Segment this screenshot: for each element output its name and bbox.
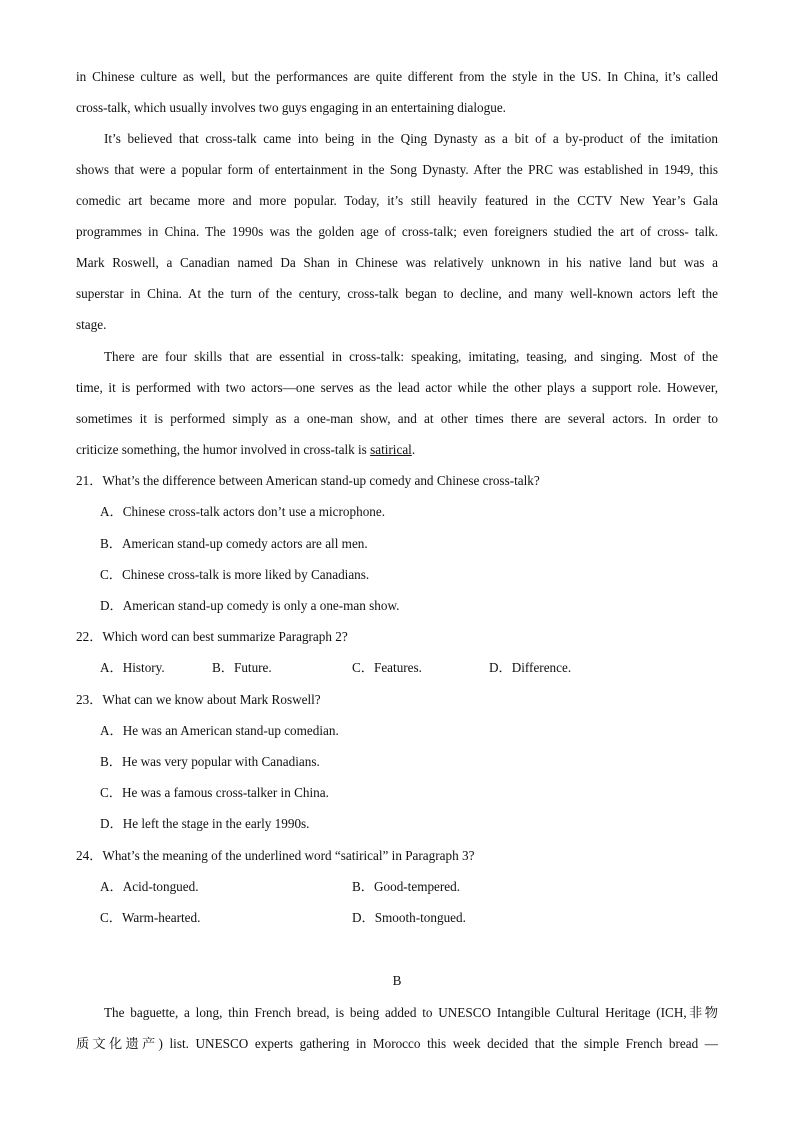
section-b-heading: B — [392, 973, 402, 988]
question-22-option-a[interactable]: A．History. — [100, 660, 165, 675]
question-22-option-c[interactable]: C．Features. — [352, 660, 422, 675]
paragraph-line: sometimes it is performed simply as a one-man show, and at other times there are several actors. In order to — [76, 411, 718, 426]
paragraph-line — [76, 434, 718, 465]
line-prefix: criticize something, the humor involved in cross-talk is — [76, 442, 371, 457]
question-21-option-d[interactable]: D．American stand-up comedy is only a one-man show. — [100, 598, 400, 613]
paragraph-line: superstar in China. At the turn of the century, cross-talk began to decline, and many well-known actors left the — [76, 286, 718, 301]
question-23-option-c[interactable]: C．He was a famous cross-talker in China. — [100, 785, 329, 800]
paragraph-line: shows that were a popular form of entertainment in the Song Dynasty. After the PRC was established in 1949, this — [76, 162, 718, 177]
paragraph-line: comedic art became more and more popular. Today, it’s still heavily featured in the CCTV New Year’s Gala — [76, 193, 718, 208]
paragraph-line: programmes in China. The 1990s was the golden age of cross-talk; even foreigners studied the art of cross- talk. — [76, 224, 718, 239]
underlined-word: satirical — [370, 442, 412, 457]
paragraph-line: There are four skills that are essential in cross-talk: speaking, imitating, teasing, and singing. Most of the — [104, 349, 718, 364]
paragraph-line: Mark Roswell, a Canadian named Da Shan in Chinese was relatively unknown in his native land but was a — [76, 255, 718, 270]
question-23-option-a[interactable]: A．He was an American stand-up comedian. — [100, 723, 339, 738]
paragraph-line: in Chinese culture as well, but the performances are quite different from the style in the US. In China, it’s called — [76, 69, 718, 84]
section-b-paragraph — [76, 997, 718, 1059]
question-21-option-a[interactable]: A．Chinese cross-talk actors don’t use a microphone. — [100, 504, 386, 519]
question-21-option-c[interactable]: C．Chinese cross-talk is more liked by Canadians. — [100, 567, 370, 582]
question-24-option-a[interactable]: A．Acid-tongued. — [100, 879, 199, 894]
question-23-stem: 23．What can we know about Mark Roswell? — [76, 692, 321, 707]
line-suffix: . — [411, 442, 416, 457]
passage-a-paragraph-3 — [76, 341, 718, 465]
question-24-option-b[interactable]: B．Good-tempered. — [352, 879, 461, 894]
question-24-stem: 24．What’s the meaning of the underlined word “satirical” in Paragraph 3? — [76, 848, 475, 863]
paragraph-line: cross-talk, which usually involves two guys engaging in an entertaining dialogue. — [76, 100, 506, 115]
question-24-option-d[interactable]: D．Smooth-tongued. — [352, 910, 466, 925]
question-21-stem: 21．What’s the difference between American stand-up comedy and Chinese cross-talk? — [76, 473, 540, 488]
paragraph-line: time, it is performed with two actors—one serves as the lead actor while the other plays a support role. However, — [76, 380, 718, 395]
question-24-option-c[interactable]: C．Warm-hearted. — [100, 910, 201, 925]
question-22-option-b[interactable]: B．Future. — [212, 660, 272, 675]
question-22-stem: 22．Which word can best summarize Paragraph 2? — [76, 629, 348, 644]
question-22-option-d[interactable]: D．Difference. — [489, 660, 572, 675]
question-23-option-d[interactable]: D．He left the stage in the early 1990s. — [100, 816, 310, 831]
paragraph-line: 质文化遗产) list. UNESCO experts gathering in Morocco this week decided that the simple French bread — — [76, 1036, 718, 1051]
question-23-option-b[interactable]: B．He was very popular with Canadians. — [100, 754, 320, 769]
paragraph-line: stage. — [76, 317, 107, 332]
paragraph-line: It’s believed that cross-talk came into being in the Qing Dynasty as a bit of a by-product of the imitation — [104, 131, 718, 146]
passage-a-paragraph-2 — [76, 123, 718, 340]
question-21-option-b[interactable]: B．American stand-up comedy actors are all men. — [100, 536, 368, 551]
paragraph-line: The baguette, a long, thin French bread, is being added to UNESCO Intangible Cultural Heritage (ICH,非物 — [104, 1005, 718, 1020]
passage-a-paragraph-1 — [76, 61, 718, 123]
